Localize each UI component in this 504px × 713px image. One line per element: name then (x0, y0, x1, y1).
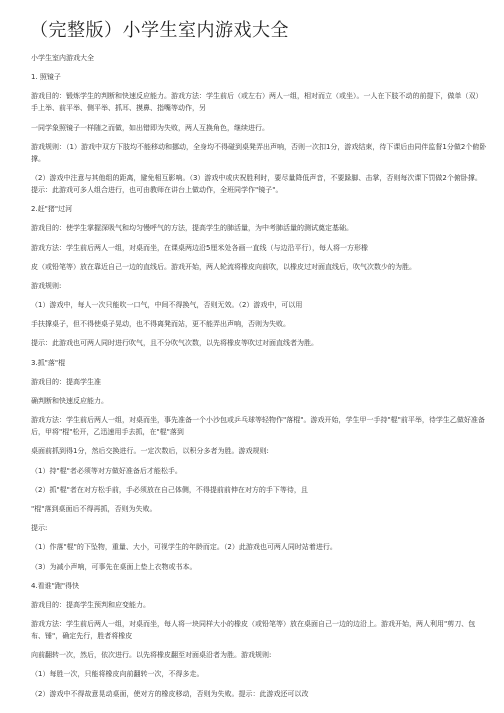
paragraph: 游戏目的：提高学生准 (31, 377, 101, 386)
paragraph: 游戏目的：锻炼学生的判断和快速反应能力。游戏方法：学生前后（或左右）两人一组，相对而立（或坐）。一人在下肢不动的前提下，做单（双）手上举、前平举、侧平举、抓耳、摸鼻、指嘴等动作，另 (31, 92, 483, 113)
paragraph: 向前翻转一次，然后，依次进行。以先将橡皮翻至对面桌沿者为胜。游戏规则: (31, 651, 272, 660)
paragraph: （1）作落"棍"的下坠物，重量、大小，可视学生的年龄而定。（2）此游戏也可两人同时站着进行。 (31, 543, 337, 552)
paragraph: "棍"落到桌面后不得再抓，否则为失败。 (31, 504, 157, 513)
paragraph: （3）为减小声响，可事先在桌面上垫上衣物或书本。 (31, 562, 197, 571)
document-title: （完整版）小学生室内游戏大全 (30, 20, 289, 41)
paragraph: 游戏目的：提高学生预判和应变能力。 (31, 600, 150, 609)
paragraph: （2）游戏中不得故意晃动桌面，使对方的橡皮移动，否则为失败。提示：此游戏还可以改 (31, 689, 309, 698)
paragraph: 3.抓"落"棍 (31, 358, 66, 367)
paragraph: 游戏规则: (31, 281, 62, 290)
paragraph: （1）游戏中，每人一次只能吹一口气，中间不得换气，否则无效。（2）游戏中，可以用 (31, 301, 303, 310)
paragraph: （2）游戏中注意与其他组的距离，避免相互影响。（3）游戏中或庆祝胜利时，要尽量降低声音，不要跺脚、击掌，否则每次课下罚做2个俯卧撑。提示：此游戏可多人组合进行，也可由教师在讲台上做动作，全班同学作"镜子"。 (31, 173, 482, 194)
paragraph: 手扶撑桌子，但不得使桌子晃动，也不得离凳而站，更不能弄出声响，否则为失败。 (31, 320, 290, 329)
paragraph: 游戏规则：（1）游戏中双方下肢均不能移动和挪动，全身均不得碰到桌凳弄出声响，否则一次扣1分，游戏结束，待下课后由同伴监督1分做2个俯卧撑。 (31, 142, 487, 163)
paragraph: 小学生室内游戏大全 (31, 54, 94, 62)
paragraph: 4.看谁"跑"得快 (31, 581, 80, 590)
paragraph: 游戏方法：学生前后两人一组，对桌而坐，在课桌两边沿5厘米处各画一直线（与边沿平行），每人将一方形橡 (31, 243, 368, 252)
paragraph: 桌面前抓到得1分，然后交换进行。一定次数后，以积分多者为胜。游戏规则: (31, 447, 269, 456)
paragraph: 2.赶"猪"过河 (31, 205, 73, 214)
paragraph: （1）持"棍"者必须等对方做好准备后才能松手。 (31, 466, 182, 475)
paragraph: （2）抓"棍"者在对方松手前，手必须放在自己体侧，不得提前前伸在对方的手下等待，且 (31, 485, 308, 494)
paragraph: 一同学象照镜子一样随之而做，如出错即为失败，两人互换角色，继续进行。 (31, 123, 269, 132)
paragraph: 1. 照镜子 (31, 73, 61, 82)
paragraph: 游戏方法：学生前后两人一组，对桌而坐，每人将一块同样大小的橡皮（或铅笔等）放在桌面自己一边的边沿上。游戏开始，两人利用"剪刀、包布、锤"，确定先行，胜者将橡皮 (31, 620, 476, 641)
paragraph: 提示: (31, 524, 48, 533)
paragraph: 提示：此游戏也可两人同时进行吹气，且不分吹气次数，以先将橡皮等吹过对面直线者为胜。 (31, 339, 318, 348)
paragraph: 确判断和快速反应能力。 (31, 397, 108, 405)
paragraph: 游戏方法：学生前后两人一组，对桌而坐，事先准备一个小沙包或乒乓球等轻物作"落棍"。游戏开始，学生甲一手持"棍"前平举，待学生乙做好准备后，甲将"棍"松开，乙迅速用手去抓，在"棍"落到 (31, 416, 485, 437)
paragraph: 游戏目的：使学生掌握深吸气和均匀慢呼气的方法，提高学生的肺活量，为中考肺活量的测试奠定基础。 (31, 224, 353, 233)
document-body (31, 52, 487, 700)
paragraph: （1）每胜一次，只能将橡皮向前翻转一次，不得多走。 (31, 670, 204, 679)
paragraph: 皮（或铅笔等）放在靠近自己一边的直线后。游戏开始，两人轮流将橡皮向前吹，以橡皮过对面直线后，吹气次数少的为胜。 (31, 262, 416, 271)
